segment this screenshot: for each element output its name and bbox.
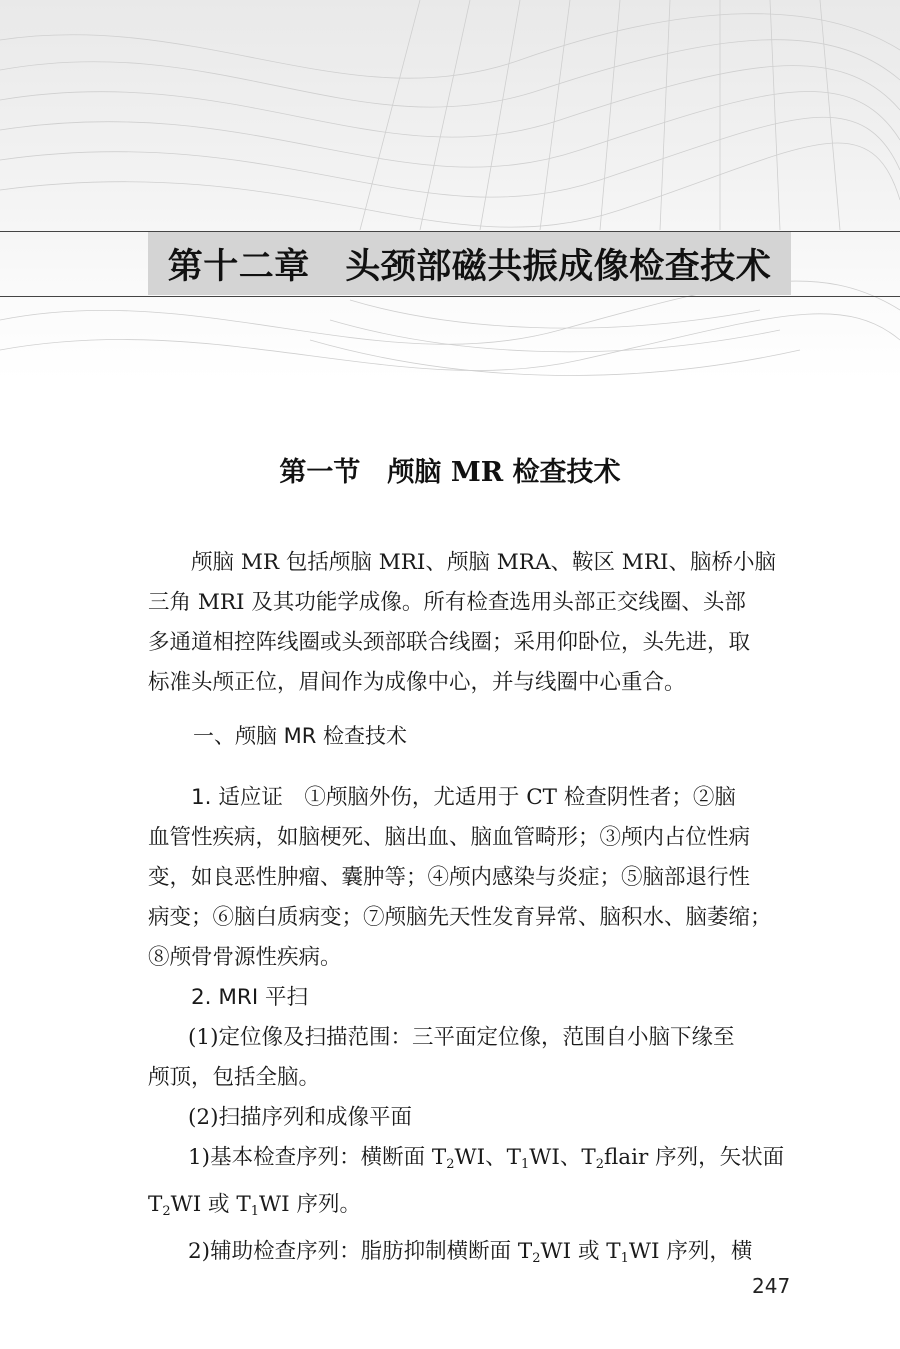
- intro-paragraph: [148, 543, 793, 703]
- text-line: 标准头颅正位，眉间作为成像中心，并与线圈中心重合。: [148, 670, 686, 695]
- subscript: 2: [162, 1204, 171, 1219]
- text-span: WI 或 T: [170, 1192, 251, 1217]
- text-line: 变，如良恶性肿瘤、囊肿等；④颅内感染与炎症；⑤脑部退行性: [148, 865, 751, 890]
- text-line: (1)定位像及扫描范围：三平面定位像，范围自小脑下缘至: [188, 1025, 735, 1050]
- chapter-title: 第十二章 头颈部磁共振成像检查技术: [167, 246, 772, 287]
- text-line: 颅顶，包括全脑。: [148, 1065, 321, 1090]
- text-span: WI 序列，横: [628, 1239, 753, 1264]
- indications-label: 1. 适应证: [191, 785, 283, 810]
- text-span: WI 序列。: [259, 1192, 361, 1217]
- subscript: 2: [446, 1157, 455, 1172]
- subsection-heading: 一、颅脑 MR 检查技术: [193, 724, 408, 748]
- subscript: 2: [532, 1251, 541, 1266]
- text-span: flair 序列，矢状面: [603, 1145, 785, 1170]
- subscript: 1: [520, 1157, 530, 1172]
- main-body: [148, 778, 793, 1279]
- header-decoration: [0, 0, 900, 380]
- text-line: 颅脑 MR 包括颅脑 MRI、颅脑 MRA、鞍区 MRI、脑桥小脑: [191, 550, 776, 575]
- basic-sequence-line-2: [148, 1185, 793, 1232]
- subscript: 1: [250, 1204, 260, 1219]
- chapter-rule-bottom: [0, 296, 900, 297]
- section-title: 第一节 颅脑 MR 检查技术: [279, 457, 621, 488]
- text-span: WI、T: [454, 1145, 521, 1170]
- text-span: WI、T: [529, 1145, 596, 1170]
- text-line: 多通道相控阵线圈或头颈部联合线圈；采用仰卧位，头先进，取: [148, 630, 751, 655]
- text-line: 病变；⑥脑白质病变；⑦颅脑先天性发育异常、脑积水、脑萎缩；: [148, 905, 772, 930]
- basic-sequence-line: [148, 1138, 793, 1185]
- text-span: T: [148, 1192, 163, 1217]
- text-line: ⑧颅骨骨源性疾病。: [148, 945, 342, 970]
- wave-lines-decoration: [0, 0, 900, 380]
- indications-first-line: [148, 778, 793, 818]
- page-number: 247: [752, 1274, 791, 1298]
- subscript: 1: [620, 1251, 629, 1266]
- subscript: 2: [595, 1157, 604, 1172]
- text-span: 1)基本检查序列：横断面 T: [188, 1145, 447, 1170]
- chapter-title-box: [148, 232, 791, 295]
- text-span: 2)辅助检查序列：脂肪抑制横断面 T: [188, 1239, 533, 1264]
- text-span: WI 或 T: [540, 1239, 621, 1264]
- mri-scan-label: 2. MRI 平扫: [191, 985, 309, 1010]
- text-line: 血管性疾病，如脑梗死、脑出血、脑血管畸形；③颅内占位性病: [148, 825, 751, 850]
- scan-sequence-heading: (2)扫描序列和成像平面: [188, 1105, 412, 1130]
- text-line: 三角 MRI 及其功能学成像。所有检查选用头部正交线圈、头部: [148, 590, 746, 615]
- text-line: ①颅脑外伤，尤适用于 CT 检查阴性者；②脑: [304, 785, 736, 810]
- aux-sequence-line: [148, 1232, 793, 1279]
